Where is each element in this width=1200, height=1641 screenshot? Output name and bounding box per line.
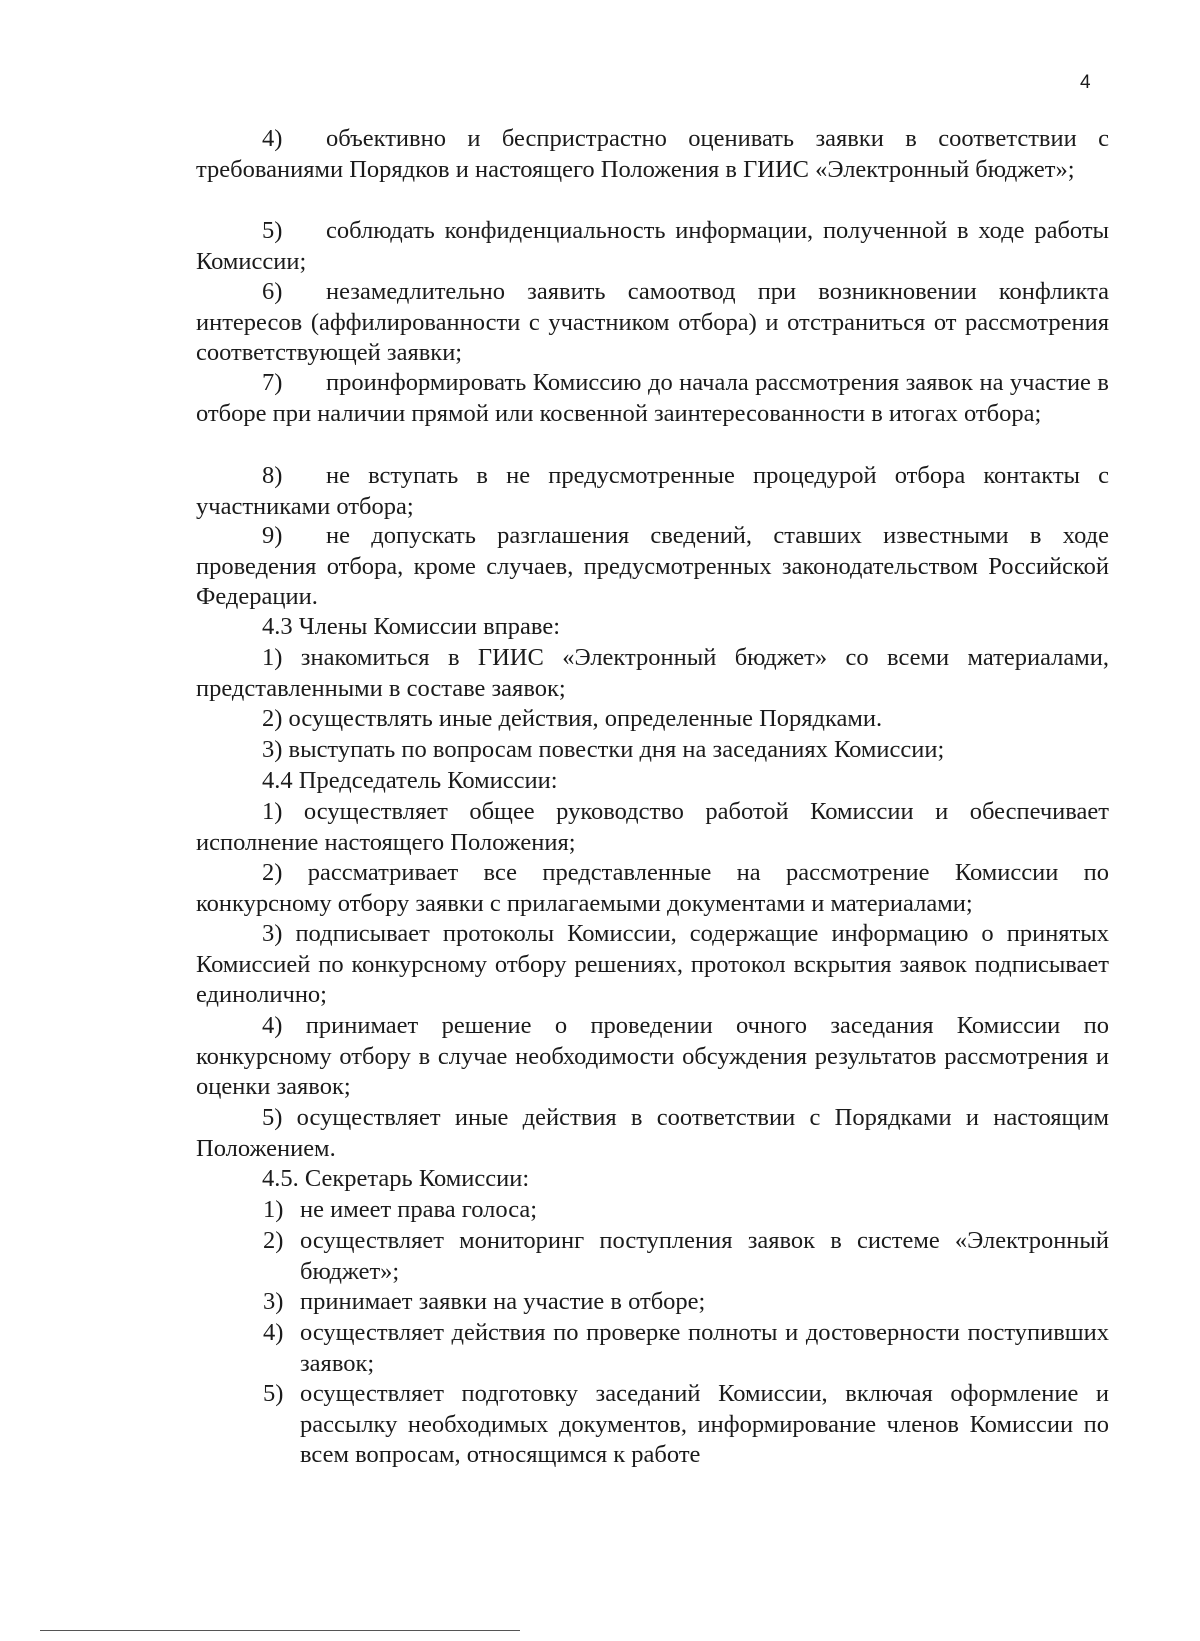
duty-item-9 bbox=[196, 521, 1109, 613]
list-text: не имеет права голоса; bbox=[300, 1196, 538, 1223]
section-4-5-item-2 bbox=[264, 1226, 1109, 1287]
section-4-4-item-1: 1) осуществляет общее руководство работой Комиссии и обеспечивает исполнение настоящего Положения; bbox=[196, 798, 1109, 856]
duty-label: 6) bbox=[262, 278, 283, 305]
section-4-4-item-2: 2) рассматривает все представленные на рассмотрение Комиссии по конкурсному отбору заявки с прилагаемыми документами и материалами; bbox=[196, 859, 1109, 917]
list-label: 5) bbox=[263, 1380, 284, 1407]
section-4-4-item-4: 4) принимает решение о проведении очного заседания Комиссии по конкурсному отбору в случае необходимости обсуждения результатов рассмотрения и оценки заявок; bbox=[196, 1012, 1109, 1100]
section-4-5-item-5 bbox=[264, 1379, 1109, 1471]
duty-text: проинформировать Комиссию до начала рассмотрения заявок на участие в отборе при наличии прямой или косвенной заинтересованности в итогах отбора; bbox=[196, 369, 1109, 427]
list-label: 1) bbox=[263, 1196, 284, 1223]
duty-text: соблюдать конфиденциальность информации, полученной в ходе работы Комиссии; bbox=[196, 217, 1109, 275]
list-text: осуществляет подготовку заседаний Комиссии, включая оформление и рассылку необходимых документов, информирование членов Комиссии по всем вопросам, относящимся к работе bbox=[300, 1380, 1109, 1468]
list-text: осуществляет мониторинг поступления заявок в системе «Электронный бюджет»; bbox=[300, 1227, 1109, 1285]
section-4-3-item-2: 2) осуществлять иные действия, определенные Порядками. bbox=[262, 705, 883, 732]
duty-item-4 bbox=[196, 124, 1109, 185]
list-label: 4) bbox=[263, 1319, 284, 1346]
duty-text: не вступать в не предусмотренные процедурой отбора контакты с участниками отбора; bbox=[196, 462, 1109, 520]
section-4-5-item-4 bbox=[264, 1318, 1109, 1379]
page-number: 4 bbox=[1080, 72, 1091, 93]
list-label: 3) bbox=[263, 1288, 284, 1315]
duty-text: не допускать разглашения сведений, ставших известными в ходе проведения отбора, кроме случаев, предусмотренных законодательством Российской Федерации. bbox=[196, 522, 1109, 610]
section-4-5-heading: 4.5. Секретарь Комиссии: bbox=[262, 1165, 530, 1192]
duty-item-6 bbox=[196, 277, 1109, 369]
duty-item-8 bbox=[196, 461, 1109, 522]
list-text: осуществляет действия по проверке полноты и достоверности поступивших заявок; bbox=[300, 1319, 1109, 1377]
section-4-4-item-5: 5) осуществляет иные действия в соответствии с Порядками и настоящим Положением. bbox=[196, 1104, 1109, 1162]
duty-label: 5) bbox=[262, 217, 283, 244]
bottom-rule bbox=[40, 1630, 520, 1631]
duty-item-7 bbox=[196, 368, 1109, 429]
duty-item-5 bbox=[196, 216, 1109, 277]
section-4-3-item-3: 3) выступать по вопросам повестки дня на заседаниях Комиссии; bbox=[262, 736, 945, 763]
section-4-4-heading: 4.4 Председатель Комиссии: bbox=[262, 767, 558, 794]
duty-text: незамедлительно заявить самоотвод при возникновении конфликта интересов (аффилированности с участником отбора) и отстраниться от рассмотрения соответствующей заявки; bbox=[196, 278, 1109, 366]
section-4-3-item-1: 1) знакомиться в ГИИС «Электронный бюджет» со всеми материалами, представленными в составе заявок; bbox=[196, 644, 1109, 702]
section-4-5-item-1 bbox=[264, 1195, 1109, 1226]
duty-label: 4) bbox=[262, 125, 283, 152]
section-4-4-item-3: 3) подписывает протоколы Комиссии, содержащие информацию о принятых Комиссией по конкурсному отбору решениях, протокол вскрытия заявок подписывает единолично; bbox=[196, 920, 1109, 1008]
duty-label: 7) bbox=[262, 369, 283, 396]
duty-label: 8) bbox=[262, 462, 283, 489]
list-text: принимает заявки на участие в отборе; bbox=[300, 1288, 706, 1315]
duty-label: 9) bbox=[262, 522, 283, 549]
list-label: 2) bbox=[263, 1227, 284, 1254]
section-4-3-heading: 4.3 Члены Комиссии вправе: bbox=[262, 613, 560, 640]
section-4-5-item-3 bbox=[264, 1287, 1109, 1318]
duty-text: объективно и беспристрастно оценивать заявки в соответствии с требованиями Порядков и настоящего Положения в ГИИС «Электронный бюджет»; bbox=[196, 125, 1109, 183]
